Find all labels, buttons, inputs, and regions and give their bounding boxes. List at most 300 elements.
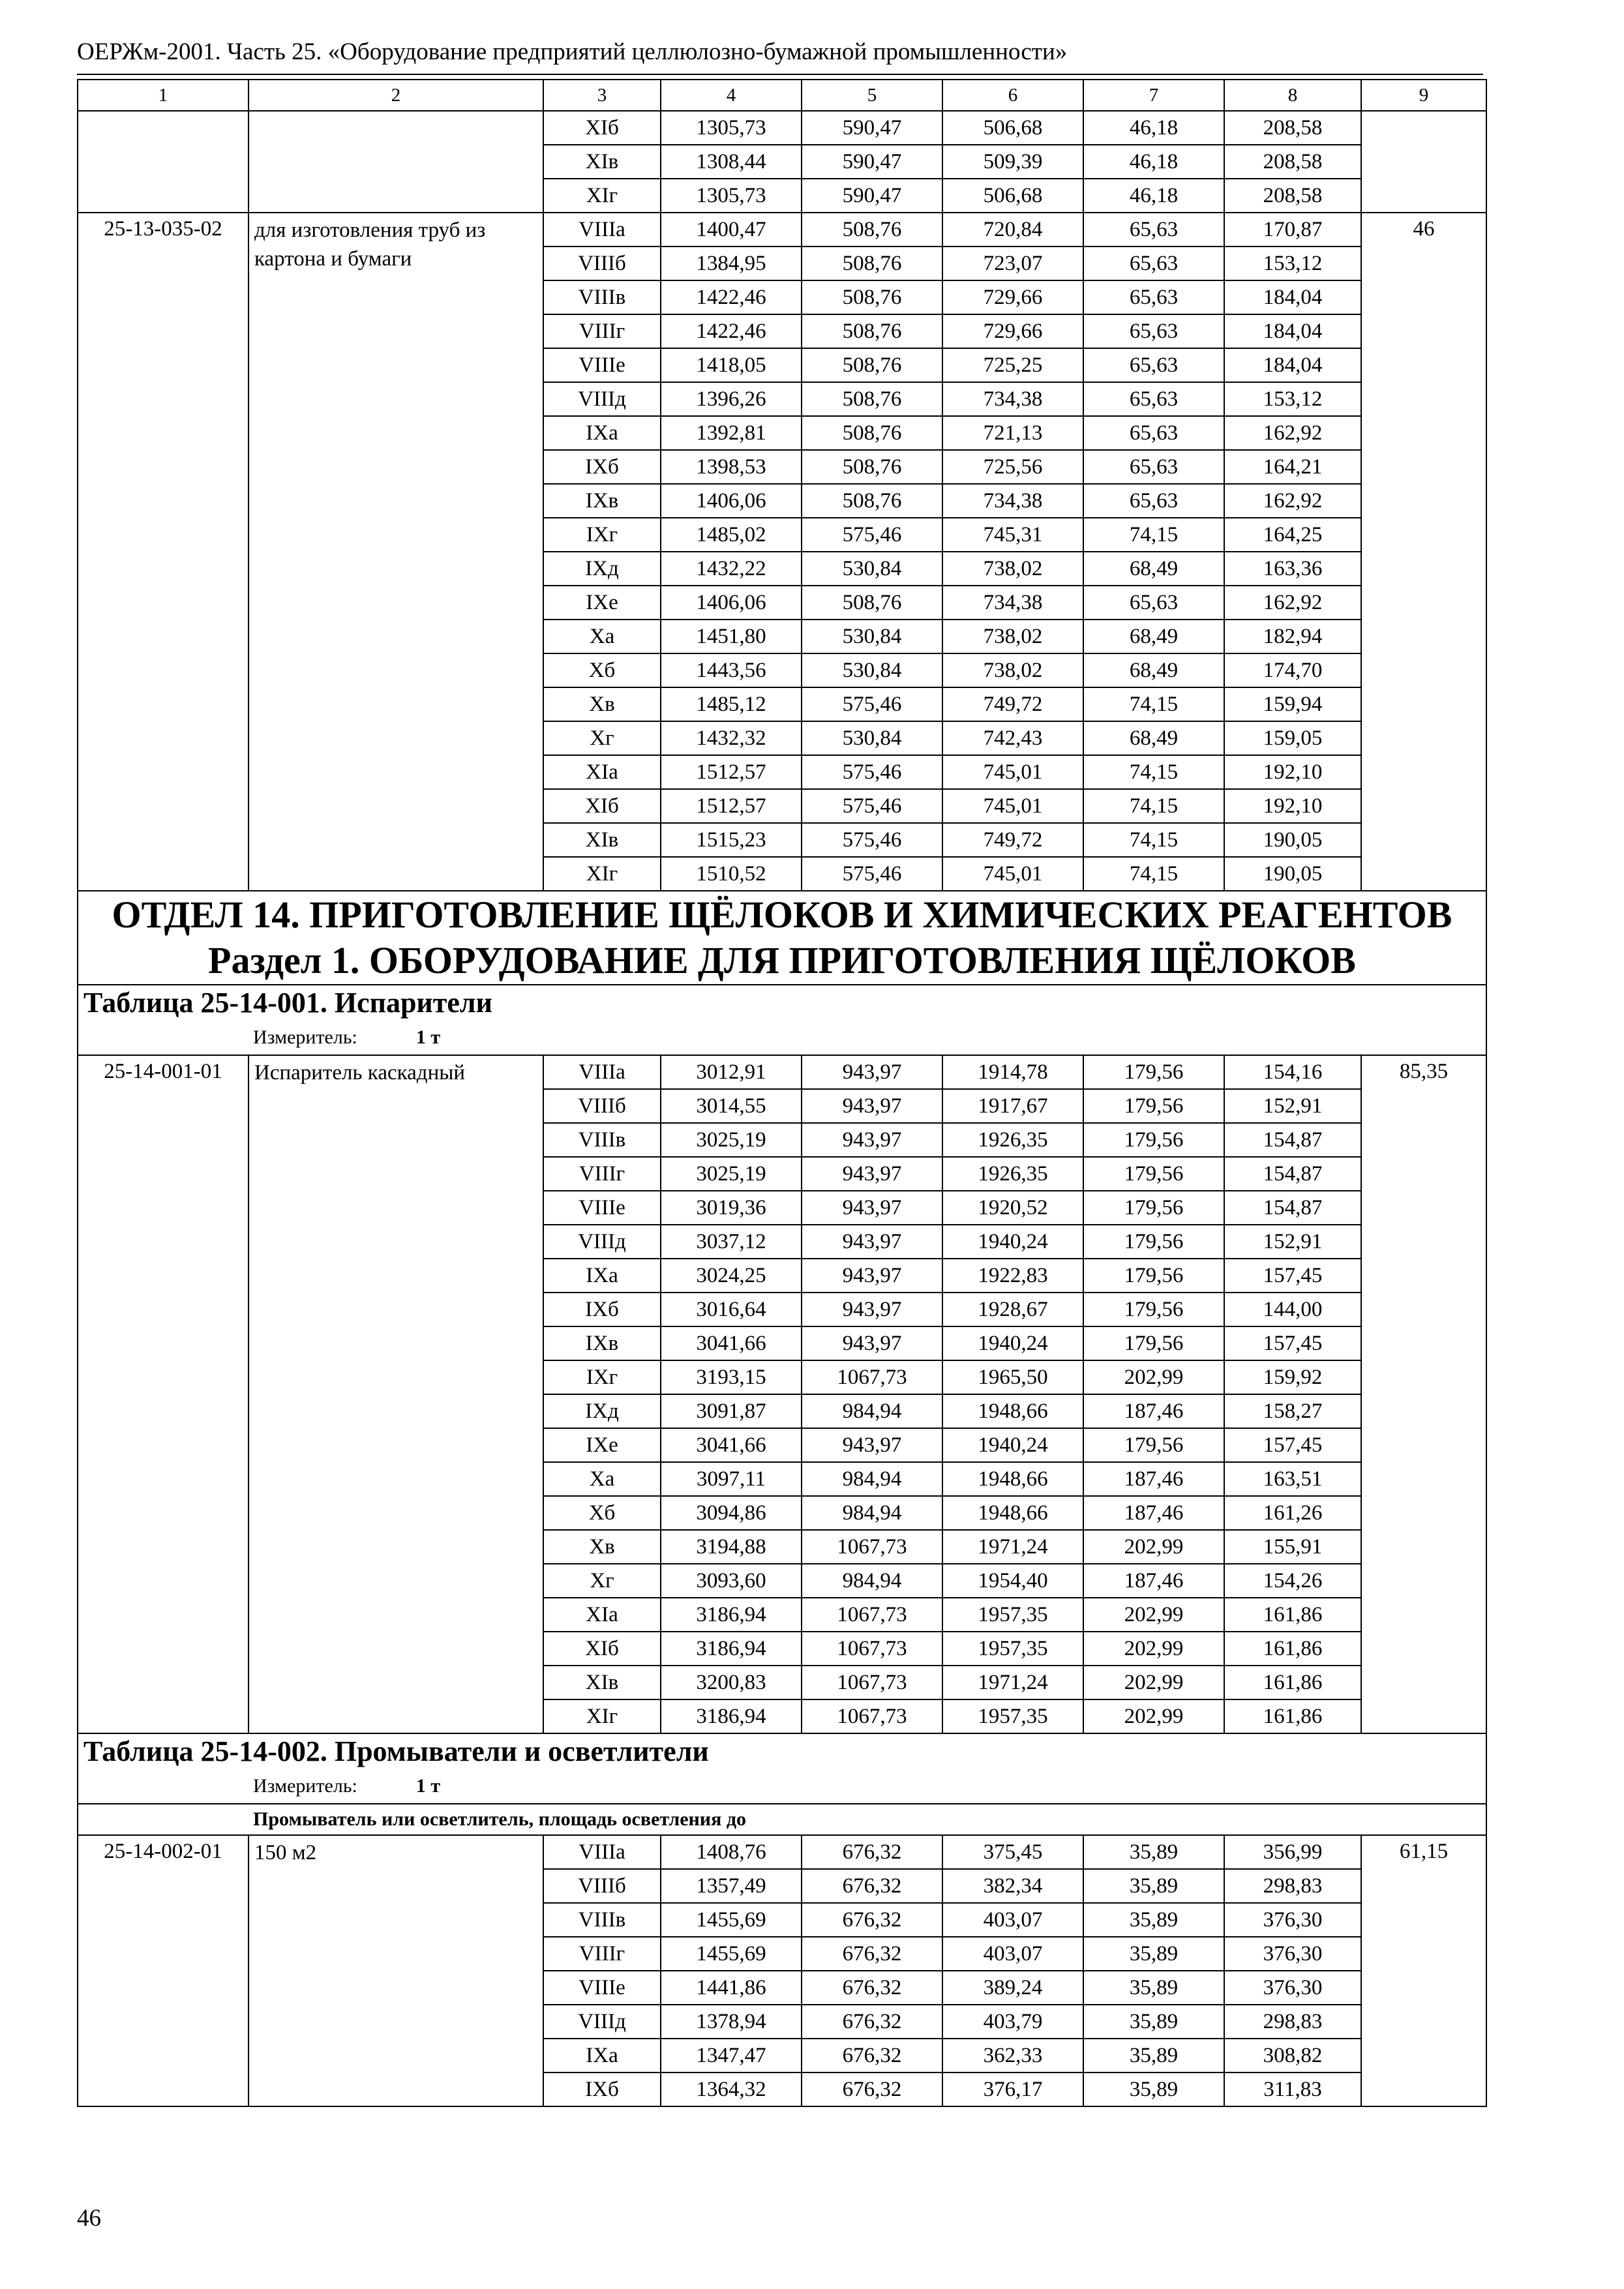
machinists-wages-cell: 65,63	[1083, 450, 1224, 484]
code-cell	[78, 111, 248, 213]
machinists-wages-cell: 202,99	[1083, 1360, 1224, 1394]
materials-cell: 161,86	[1224, 1598, 1361, 1632]
total-cost-cell: 3016,64	[661, 1293, 802, 1326]
name-cell: для изготовления труб из картона и бумаги	[248, 213, 543, 891]
zone-cell: VIIIб	[543, 1089, 661, 1123]
zone-cell: VIIIд	[543, 2005, 661, 2039]
zone-cell: VIIIд	[543, 382, 661, 416]
total-cost-cell: 1378,94	[661, 2005, 802, 2039]
materials-cell: 298,83	[1224, 1869, 1361, 1903]
machinists-wages-cell: 35,89	[1083, 1937, 1224, 1971]
machinists-wages-cell: 35,89	[1083, 2039, 1224, 2072]
wages-cell: 508,76	[802, 314, 942, 348]
machinists-wages-cell: 187,46	[1083, 1394, 1224, 1428]
machinists-wages-cell: 74,15	[1083, 857, 1224, 891]
total-cost-cell: 1443,56	[661, 653, 802, 687]
machinists-wages-cell: 187,46	[1083, 1564, 1224, 1598]
machines-cell: 1914,78	[942, 1055, 1083, 1089]
zone-cell: Xг	[543, 721, 661, 755]
machinists-wages-cell: 65,63	[1083, 348, 1224, 382]
machines-cell: 738,02	[942, 552, 1083, 586]
machinists-wages-cell: 179,56	[1083, 1259, 1224, 1293]
wages-cell: 575,46	[802, 755, 942, 789]
column-number: 8	[1224, 80, 1361, 111]
total-cost-cell: 3012,91	[661, 1055, 802, 1089]
zone-cell: VIIIг	[543, 1157, 661, 1191]
rates-table-body	[78, 80, 1486, 2106]
total-cost-cell: 3025,19	[661, 1123, 802, 1157]
machinists-wages-cell: 35,89	[1083, 1903, 1224, 1937]
machines-cell: 1940,24	[942, 1225, 1083, 1259]
zone-cell: IXа	[543, 1259, 661, 1293]
total-cost-cell: 3037,12	[661, 1225, 802, 1259]
wages-cell: 530,84	[802, 721, 942, 755]
machinists-wages-cell: 179,56	[1083, 1293, 1224, 1326]
wages-cell: 508,76	[802, 450, 942, 484]
machinists-wages-cell: 74,15	[1083, 518, 1224, 552]
total-cost-cell: 1406,06	[661, 484, 802, 518]
wages-cell: 575,46	[802, 823, 942, 857]
zone-cell: VIIIе	[543, 348, 661, 382]
wages-cell: 530,84	[802, 552, 942, 586]
materials-cell: 144,00	[1224, 1293, 1361, 1326]
wages-cell: 943,97	[802, 1259, 942, 1293]
total-cost-cell: 3200,83	[661, 1666, 802, 1699]
wages-cell: 943,97	[802, 1157, 942, 1191]
machinists-wages-cell: 74,15	[1083, 823, 1224, 857]
materials-cell: 161,86	[1224, 1699, 1361, 1733]
materials-cell: 159,94	[1224, 687, 1361, 721]
total-cost-cell: 1392,81	[661, 416, 802, 450]
machinists-wages-cell: 68,49	[1083, 721, 1224, 755]
machinists-wages-cell: 179,56	[1083, 1428, 1224, 1462]
extra-cell: 85,35	[1361, 1055, 1486, 1733]
department-heading	[78, 891, 1486, 985]
total-cost-cell: 1515,23	[661, 823, 802, 857]
zone-cell: VIIIе	[543, 1971, 661, 2005]
machinists-wages-cell: 187,46	[1083, 1496, 1224, 1530]
materials-cell: 159,92	[1224, 1360, 1361, 1394]
machines-cell: 1940,24	[942, 1326, 1083, 1360]
machinists-wages-cell: 35,89	[1083, 1971, 1224, 2005]
zone-cell: IXв	[543, 484, 661, 518]
machinists-wages-cell: 35,89	[1083, 2072, 1224, 2106]
machinists-wages-cell: 65,63	[1083, 280, 1224, 314]
machines-cell: 1965,50	[942, 1360, 1083, 1394]
machines-cell: 749,72	[942, 823, 1083, 857]
zone-cell: IXг	[543, 1360, 661, 1394]
subheader: Промыватель или осветлитель, площадь осветления до	[78, 1804, 1486, 1835]
machines-cell: 720,84	[942, 213, 1083, 247]
wages-cell: 943,97	[802, 1428, 942, 1462]
zone-cell: IXд	[543, 552, 661, 586]
total-cost-cell: 3014,55	[661, 1089, 802, 1123]
machines-cell: 1948,66	[942, 1496, 1083, 1530]
machines-cell: 382,34	[942, 1869, 1083, 1903]
total-cost-cell: 3025,19	[661, 1157, 802, 1191]
wages-cell: 676,32	[802, 1971, 942, 2005]
subheader-row	[78, 1804, 1486, 1835]
total-cost-cell: 3193,15	[661, 1360, 802, 1394]
machinists-wages-cell: 74,15	[1083, 687, 1224, 721]
wages-cell: 590,47	[802, 179, 942, 213]
zone-cell: XIб	[543, 111, 661, 145]
measure-cell	[78, 1773, 1486, 1804]
wages-cell: 590,47	[802, 111, 942, 145]
machines-cell: 509,39	[942, 145, 1083, 179]
total-cost-cell: 1451,80	[661, 620, 802, 653]
total-cost-cell: 1406,06	[661, 586, 802, 620]
materials-cell: 153,12	[1224, 382, 1361, 416]
table-title-row	[78, 985, 1486, 1025]
column-number: 4	[661, 80, 802, 111]
wages-cell: 943,97	[802, 1055, 942, 1089]
zone-cell: Xа	[543, 1462, 661, 1496]
zone-cell: XIа	[543, 755, 661, 789]
total-cost-cell: 3186,94	[661, 1632, 802, 1666]
total-cost-cell: 1305,73	[661, 111, 802, 145]
measure-cell	[78, 1025, 1486, 1055]
total-cost-cell: 3093,60	[661, 1564, 802, 1598]
wages-cell: 676,32	[802, 1835, 942, 1869]
extra-cell: 46	[1361, 213, 1486, 891]
total-cost-cell: 1485,12	[661, 687, 802, 721]
materials-cell: 157,45	[1224, 1259, 1361, 1293]
column-number: 7	[1083, 80, 1224, 111]
wages-cell: 676,32	[802, 2072, 942, 2106]
materials-cell: 154,26	[1224, 1564, 1361, 1598]
zone-cell: XIа	[543, 1598, 661, 1632]
wages-cell: 676,32	[802, 1903, 942, 1937]
table-title: Таблица 25-14-001. Испарители	[78, 985, 1486, 1025]
column-numbers-row	[78, 80, 1486, 111]
wages-cell: 1067,73	[802, 1632, 942, 1666]
machines-cell: 725,25	[942, 348, 1083, 382]
materials-cell: 174,70	[1224, 653, 1361, 687]
wages-cell: 943,97	[802, 1123, 942, 1157]
zone-cell: XIг	[543, 857, 661, 891]
machinists-wages-cell: 179,56	[1083, 1123, 1224, 1157]
wages-cell: 1067,73	[802, 1598, 942, 1632]
machinists-wages-cell: 65,63	[1083, 416, 1224, 450]
materials-cell: 184,04	[1224, 280, 1361, 314]
zone-cell: IXг	[543, 518, 661, 552]
machines-cell: 1971,24	[942, 1530, 1083, 1564]
column-number: 2	[248, 80, 543, 111]
zone-cell: XIв	[543, 823, 661, 857]
zone-cell: Xв	[543, 687, 661, 721]
materials-cell: 157,45	[1224, 1428, 1361, 1462]
machinists-wages-cell: 46,18	[1083, 145, 1224, 179]
total-cost-cell: 1455,69	[661, 1937, 802, 1971]
machines-cell: 742,43	[942, 721, 1083, 755]
code-cell: 25-14-002-01	[78, 1835, 248, 2106]
zone-cell: IXв	[543, 1326, 661, 1360]
machinists-wages-cell: 65,63	[1083, 314, 1224, 348]
total-cost-cell: 1418,05	[661, 348, 802, 382]
wages-cell: 676,32	[802, 1869, 942, 1903]
materials-cell: 161,86	[1224, 1632, 1361, 1666]
machinists-wages-cell: 202,99	[1083, 1632, 1224, 1666]
zone-cell: Xв	[543, 1530, 661, 1564]
table-row	[78, 213, 1486, 247]
machinists-wages-cell: 179,56	[1083, 1326, 1224, 1360]
materials-cell: 162,92	[1224, 416, 1361, 450]
machinists-wages-cell: 68,49	[1083, 653, 1224, 687]
machines-cell: 725,56	[942, 450, 1083, 484]
zone-cell: IXе	[543, 586, 661, 620]
table-row	[78, 1055, 1486, 1089]
materials-cell: 154,87	[1224, 1157, 1361, 1191]
machinists-wages-cell: 65,63	[1083, 382, 1224, 416]
column-number: 9	[1361, 80, 1486, 111]
machines-cell: 1940,24	[942, 1428, 1083, 1462]
total-cost-cell: 1308,44	[661, 145, 802, 179]
page-number: 46	[77, 2205, 101, 2232]
materials-cell: 192,10	[1224, 755, 1361, 789]
wages-cell: 943,97	[802, 1293, 942, 1326]
materials-cell: 208,58	[1224, 145, 1361, 179]
table-row	[78, 111, 1486, 145]
measure-label: Измеритель:	[253, 1775, 357, 1797]
materials-cell: 190,05	[1224, 823, 1361, 857]
wages-cell: 943,97	[802, 1225, 942, 1259]
materials-cell: 311,83	[1224, 2072, 1361, 2106]
total-cost-cell: 1408,76	[661, 1835, 802, 1869]
wages-cell: 984,94	[802, 1564, 942, 1598]
measure-row	[78, 1025, 1486, 1055]
materials-cell: 161,26	[1224, 1496, 1361, 1530]
zone-cell: IXб	[543, 2072, 661, 2106]
total-cost-cell: 1455,69	[661, 1903, 802, 1937]
zone-cell: XIв	[543, 145, 661, 179]
total-cost-cell: 3041,66	[661, 1428, 802, 1462]
wages-cell: 1067,73	[802, 1530, 942, 1564]
wages-cell: 508,76	[802, 213, 942, 247]
wages-cell: 530,84	[802, 620, 942, 653]
machinists-wages-cell: 35,89	[1083, 2005, 1224, 2039]
zone-cell: XIб	[543, 789, 661, 823]
department-heading-row	[78, 891, 1486, 985]
total-cost-cell: 1400,47	[661, 213, 802, 247]
materials-cell: 376,30	[1224, 1903, 1361, 1937]
wages-cell: 508,76	[802, 348, 942, 382]
zone-cell: IXб	[543, 1293, 661, 1326]
wages-cell: 508,76	[802, 416, 942, 450]
department-title: ОТДЕЛ 14. ПРИГОТОВЛЕНИЕ ЩЁЛОКОВ И ХИМИЧЕСКИХ РЕАГЕНТОВ	[112, 893, 1452, 936]
total-cost-cell: 1357,49	[661, 1869, 802, 1903]
column-number: 1	[78, 80, 248, 111]
machinists-wages-cell: 179,56	[1083, 1225, 1224, 1259]
machinists-wages-cell: 179,56	[1083, 1089, 1224, 1123]
machines-cell: 1928,67	[942, 1293, 1083, 1326]
total-cost-cell: 1305,73	[661, 179, 802, 213]
zone-cell: VIIIа	[543, 213, 661, 247]
materials-cell: 208,58	[1224, 179, 1361, 213]
measure-label: Измеритель:	[253, 1026, 357, 1048]
zone-cell: VIIIа	[543, 1055, 661, 1089]
zone-cell: VIIIг	[543, 314, 661, 348]
materials-cell: 163,51	[1224, 1462, 1361, 1496]
wages-cell: 984,94	[802, 1394, 942, 1428]
machinists-wages-cell: 74,15	[1083, 789, 1224, 823]
wages-cell: 1067,73	[802, 1699, 942, 1733]
machines-cell: 738,02	[942, 620, 1083, 653]
section-title: Раздел 1. ОБОРУДОВАНИЕ ДЛЯ ПРИГОТОВЛЕНИЯ ЩЁЛОКОВ	[208, 939, 1356, 981]
machinists-wages-cell: 202,99	[1083, 1530, 1224, 1564]
machines-cell: 1971,24	[942, 1666, 1083, 1699]
materials-cell: 164,21	[1224, 450, 1361, 484]
zone-cell: XIг	[543, 179, 661, 213]
measure-value: 1 т	[415, 1026, 441, 1048]
total-cost-cell: 3094,86	[661, 1496, 802, 1530]
total-cost-cell: 1422,46	[661, 280, 802, 314]
machinists-wages-cell: 65,63	[1083, 586, 1224, 620]
extra-cell: 61,15	[1361, 1835, 1486, 2106]
machinists-wages-cell: 74,15	[1083, 755, 1224, 789]
extra-cell	[1361, 111, 1486, 213]
total-cost-cell: 1364,32	[661, 2072, 802, 2106]
machinists-wages-cell: 46,18	[1083, 111, 1224, 145]
wages-cell: 508,76	[802, 484, 942, 518]
machines-cell: 375,45	[942, 1835, 1083, 1869]
zone-cell: VIIIв	[543, 280, 661, 314]
zone-cell: Xг	[543, 1564, 661, 1598]
wages-cell: 943,97	[802, 1089, 942, 1123]
total-cost-cell: 3024,25	[661, 1259, 802, 1293]
measure-row	[78, 1773, 1486, 1804]
machines-cell: 506,68	[942, 179, 1083, 213]
zone-cell: VIIIа	[543, 1835, 661, 1869]
table-title: Таблица 25-14-002. Промыватели и осветлители	[78, 1733, 1486, 1773]
total-cost-cell: 1441,86	[661, 1971, 802, 2005]
table-row	[78, 1835, 1486, 1869]
wages-cell: 943,97	[802, 1191, 942, 1225]
machines-cell: 745,01	[942, 857, 1083, 891]
zone-cell: IXе	[543, 1428, 661, 1462]
wages-cell: 1067,73	[802, 1360, 942, 1394]
materials-cell: 184,04	[1224, 348, 1361, 382]
materials-cell: 164,25	[1224, 518, 1361, 552]
machines-cell: 745,01	[942, 755, 1083, 789]
materials-cell: 163,36	[1224, 552, 1361, 586]
materials-cell: 298,83	[1224, 2005, 1361, 2039]
name-cell: 150 м2	[248, 1835, 543, 2106]
materials-cell: 157,45	[1224, 1326, 1361, 1360]
name-cell	[248, 111, 543, 213]
machinists-wages-cell: 202,99	[1083, 1598, 1224, 1632]
total-cost-cell: 1485,02	[661, 518, 802, 552]
machinists-wages-cell: 202,99	[1083, 1666, 1224, 1699]
machines-cell: 1926,35	[942, 1123, 1083, 1157]
zone-cell: IXб	[543, 450, 661, 484]
zone-cell: VIIIв	[543, 1123, 661, 1157]
materials-cell: 152,91	[1224, 1089, 1361, 1123]
total-cost-cell: 1422,46	[661, 314, 802, 348]
rates-table	[77, 79, 1487, 2107]
machinists-wages-cell: 187,46	[1083, 1462, 1224, 1496]
total-cost-cell: 1384,95	[661, 247, 802, 280]
materials-cell: 154,87	[1224, 1123, 1361, 1157]
table-title-row	[78, 1733, 1486, 1773]
wages-cell: 1067,73	[802, 1666, 942, 1699]
machines-cell: 1948,66	[942, 1394, 1083, 1428]
materials-cell: 158,27	[1224, 1394, 1361, 1428]
code-cell: 25-13-035-02	[78, 213, 248, 891]
machines-cell: 738,02	[942, 653, 1083, 687]
column-number: 6	[942, 80, 1083, 111]
document-header: ОЕРЖм-2001. Часть 25. «Оборудование предприятий целлюлозно-бумажной промышленности»	[77, 38, 1068, 65]
total-cost-cell: 3186,94	[661, 1598, 802, 1632]
machinists-wages-cell: 68,49	[1083, 620, 1224, 653]
machinists-wages-cell: 202,99	[1083, 1699, 1224, 1733]
wages-cell: 575,46	[802, 789, 942, 823]
materials-cell: 161,86	[1224, 1666, 1361, 1699]
zone-cell: IXа	[543, 416, 661, 450]
measure-value: 1 т	[415, 1775, 441, 1797]
machines-cell: 389,24	[942, 1971, 1083, 2005]
materials-cell: 152,91	[1224, 1225, 1361, 1259]
code-cell: 25-14-001-01	[78, 1055, 248, 1733]
materials-cell: 162,92	[1224, 484, 1361, 518]
machinists-wages-cell: 65,63	[1083, 484, 1224, 518]
wages-cell: 984,94	[802, 1496, 942, 1530]
machinists-wages-cell: 46,18	[1083, 179, 1224, 213]
zone-cell: Xб	[543, 653, 661, 687]
total-cost-cell: 1398,53	[661, 450, 802, 484]
machines-cell: 1957,35	[942, 1632, 1083, 1666]
total-cost-cell: 1510,52	[661, 857, 802, 891]
total-cost-cell: 1512,57	[661, 789, 802, 823]
machinists-wages-cell: 68,49	[1083, 552, 1224, 586]
machines-cell: 376,17	[942, 2072, 1083, 2106]
zone-cell: IXа	[543, 2039, 661, 2072]
zone-cell: VIIIе	[543, 1191, 661, 1225]
wages-cell: 676,32	[802, 2005, 942, 2039]
materials-cell: 154,87	[1224, 1191, 1361, 1225]
machines-cell: 729,66	[942, 280, 1083, 314]
machines-cell: 1920,52	[942, 1191, 1083, 1225]
wages-cell: 575,46	[802, 518, 942, 552]
total-cost-cell: 1512,57	[661, 755, 802, 789]
zone-cell: XIв	[543, 1666, 661, 1699]
materials-cell: 208,58	[1224, 111, 1361, 145]
materials-cell: 192,10	[1224, 789, 1361, 823]
machinists-wages-cell: 179,56	[1083, 1157, 1224, 1191]
total-cost-cell: 1432,22	[661, 552, 802, 586]
machines-cell: 723,07	[942, 247, 1083, 280]
total-cost-cell: 3194,88	[661, 1530, 802, 1564]
materials-cell: 154,16	[1224, 1055, 1361, 1089]
wages-cell: 530,84	[802, 653, 942, 687]
zone-cell: XIг	[543, 1699, 661, 1733]
materials-cell: 153,12	[1224, 247, 1361, 280]
machines-cell: 1954,40	[942, 1564, 1083, 1598]
materials-cell: 190,05	[1224, 857, 1361, 891]
zone-cell: Xа	[543, 620, 661, 653]
wages-cell: 590,47	[802, 145, 942, 179]
machines-cell: 362,33	[942, 2039, 1083, 2072]
zone-cell: VIIIг	[543, 1937, 661, 1971]
column-number: 3	[543, 80, 661, 111]
machines-cell: 749,72	[942, 687, 1083, 721]
materials-cell: 376,30	[1224, 1937, 1361, 1971]
total-cost-cell: 1347,47	[661, 2039, 802, 2072]
zone-cell: Xб	[543, 1496, 661, 1530]
machinists-wages-cell: 35,89	[1083, 1835, 1224, 1869]
machines-cell: 1922,83	[942, 1259, 1083, 1293]
materials-cell: 356,99	[1224, 1835, 1361, 1869]
